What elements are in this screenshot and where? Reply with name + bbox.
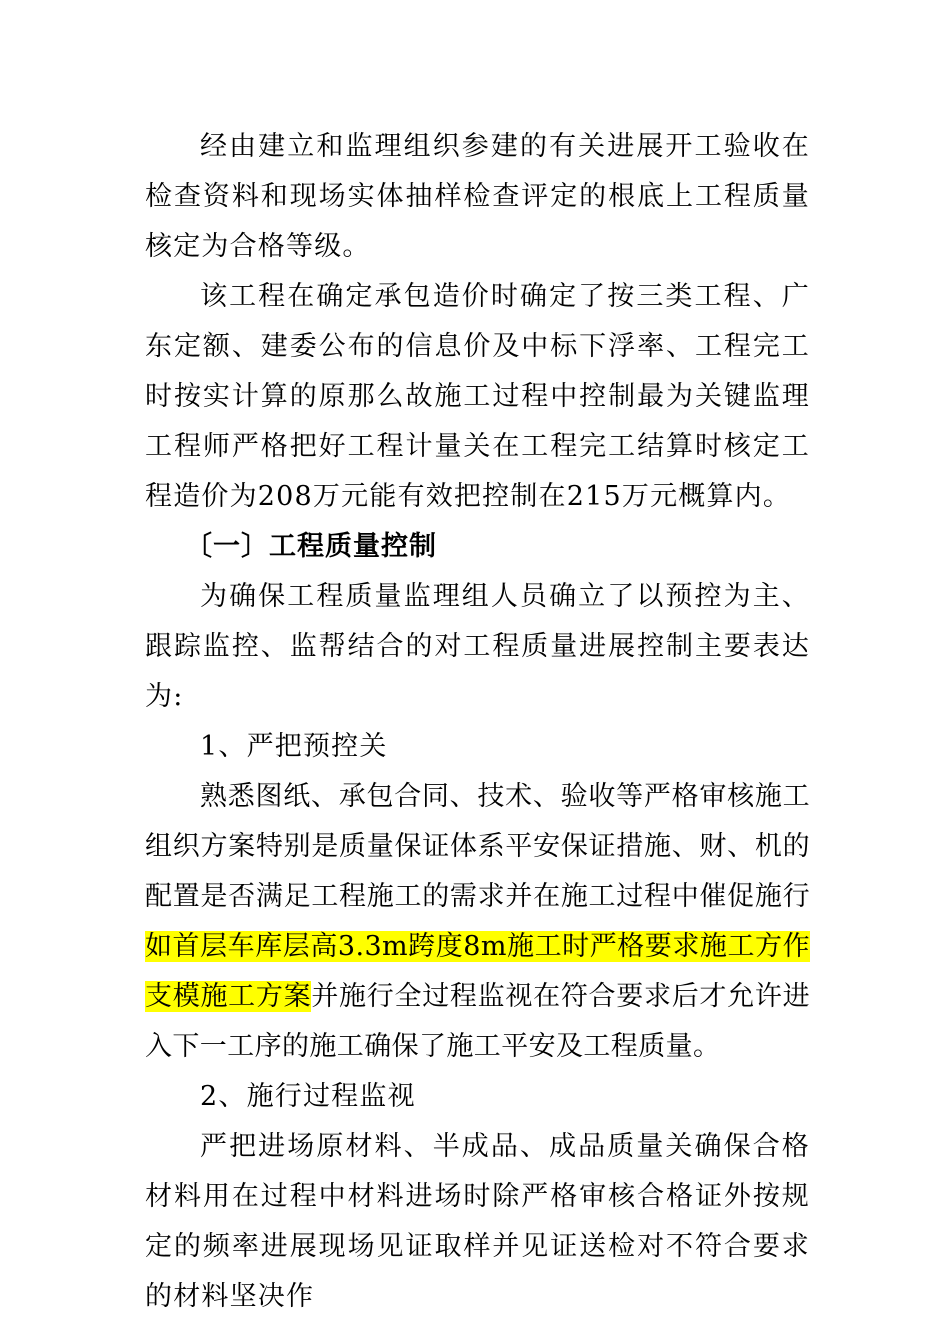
subheading-process-supervision: 2、施行过程监视 xyxy=(200,1081,416,1112)
paragraph-pre-control-tail: 并施行全过程监视在符合要求后才允许进入下一工序的施工确保了施工平安及工程质量。 xyxy=(145,981,810,1062)
paragraph-materials: 严把进场原材料、半成品、成品质量关确保合格材料用在过程中材料进场时除严格审核合格证外按规定的频率进展现场见证取样并见证送检对不符合要求的材料坚决作 xyxy=(145,1131,810,1312)
paragraph-pre-control-text: 熟悉图纸、承包合同、技术、验收等严格审核施工组织方案特别是质量保证体系平安保证措施、财、机的配置是否满足工程施工的需求并在施工过程中催促施行 xyxy=(145,781,810,912)
paragraph-pre-control xyxy=(145,772,810,1072)
subheading-pre-control: 1、严把预控关 xyxy=(200,731,388,762)
paragraph-cost-control: 该工程在确定承包造价时确定了按三类工程、广东定额、建委公布的信息价及中标下浮率、工程完工时按实计算的原那么故施工过程中控制最为关键监理工程师严格把好工程计量关在工程完工结算时核定工程造价为208万元能有效把控制在215万元概算内。 xyxy=(145,281,810,512)
paragraph-acceptance: 经由建立和监理组织参建的有关进展开工验收在检查资料和现场实体抽样检查评定的根底上工程质量核定为合格等级。 xyxy=(145,131,810,262)
paragraph-quality-intro: 为确保工程质量监理组人员确立了以预控为主、跟踪监控、监帮结合的对工程质量进展控制主要表达为: xyxy=(145,581,810,712)
highlighted-text: 如首层车库层高3.3m跨度8m施工时严格要求施工方作支模施工方案 xyxy=(145,931,810,1012)
document-body xyxy=(145,122,810,1322)
section-heading-quality-control: 〔一〕工程质量控制 xyxy=(185,531,437,562)
